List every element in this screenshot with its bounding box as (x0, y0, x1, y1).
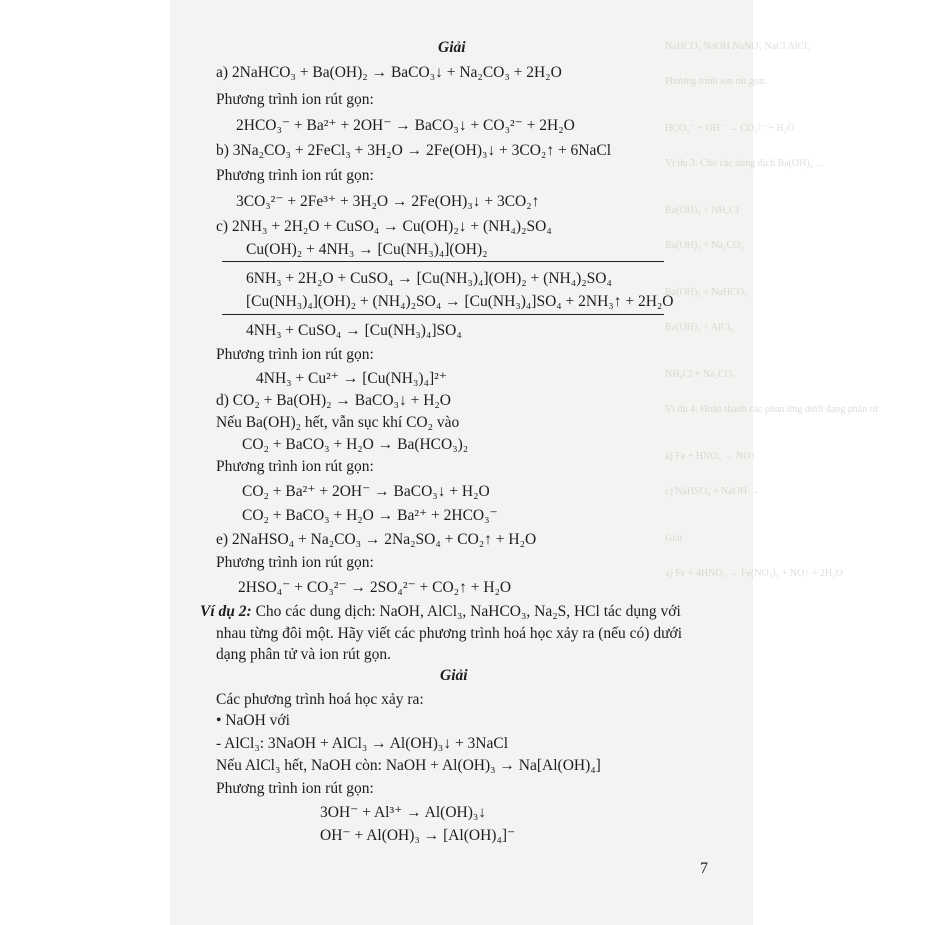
ghost-line: Ba(OH)₂ + Na₂CO₃ (665, 240, 744, 251)
ghost-line: Ví dụ 3: Cho các dung dịch Ba(OH)₂ ... (665, 158, 824, 169)
text-line: CO₂ + BaCO₃ + H₂O → Ba²⁺ + 2HCO₃⁻ (242, 507, 498, 524)
sum-rule-1 (222, 261, 664, 262)
ghost-line: Giải (665, 533, 683, 544)
example-2-text-line: - AlCl₃: 3NaOH + AlCl₃ → Al(OH)₃↓ + 3NaCl (216, 735, 509, 752)
page-number: 7 (700, 860, 708, 877)
ghost-line: NH₄Cl + Na₂CO₃ (665, 369, 736, 380)
text-line: Phương trình ion rút gọn: (216, 167, 374, 184)
ghost-line: Phương trình ion rút gọn: (665, 76, 767, 87)
example-2-text-line: Phương trình ion rút gọn: (216, 780, 374, 797)
book-page (170, 0, 878, 925)
example-2-text-line: OH⁻ + Al(OH)₃ → [Al(OH)₄]⁻ (320, 827, 516, 844)
text-line: c) 2NH₃ + 2H₂O + CuSO₄ → Cu(OH)₂↓ + (NH₄)₂SO₄ (216, 218, 552, 235)
text-line: 6NH₃ + 2H₂O + CuSO₄ → [Cu(NH₃)₄](OH)₂ + (NH₄)₂SO₄ (246, 270, 612, 287)
text-line: a) 2NaHCO₃ + Ba(OH)₂ → BaCO₃↓ + Na₂CO₃ + 2H₂O (216, 64, 562, 81)
example-2-line-1 (200, 602, 681, 622)
text-line: 4NH₃ + Cu²⁺ → [Cu(NH₃)₄]²⁺ (256, 370, 447, 387)
ghost-line: a) Fe + HNO₃ → NO↑ (665, 451, 756, 462)
text-line: 2HCO₃⁻ + Ba²⁺ + 2OH⁻ → BaCO₃↓ + CO₃²⁻ + 2H₂O (236, 117, 575, 134)
text-line: Nếu Ba(OH)₂ hết, vẫn sục khí CO₂ vào (216, 414, 460, 431)
text-line: 2HSO₄⁻ + CO₃²⁻ → 2SO₄²⁻ + CO₂↑ + H₂O (238, 579, 512, 596)
example-2-line-2: nhau từng đôi một. Hãy viết các phương trình hoá học xảy ra (nếu có) dưới (216, 625, 682, 642)
text-line: Cu(OH)₂ + 4NH₃ → [Cu(NH₃)₄](OH)₂ (246, 241, 488, 258)
example-2-line-3: dạng phân tử và ion rút gọn. (216, 646, 391, 663)
text-line: Phương trình ion rút gọn: (216, 91, 374, 108)
example-2-label: Ví dụ 2: (200, 603, 252, 620)
example-2-text-line: 3OH⁻ + Al³⁺ → Al(OH)₃↓ (320, 804, 487, 821)
text-line: Phương trình ion rút gọn: (216, 554, 374, 571)
text-line: [Cu(NH₃)₄](OH)₂ + (NH₄)₂SO₄ → [Cu(NH₃)₄]SO₄ + 2NH₃↑ + 2H₂O (246, 293, 674, 310)
ghost-line: Ba(OH)₂ + AlCl₃ (665, 322, 734, 333)
text-line: CO₂ + BaCO₃ + H₂O → Ba(HCO₃)₂ (242, 436, 469, 453)
text-line: 4NH₃ + CuSO₄ → [Cu(NH₃)₄]SO₄ (246, 322, 462, 339)
ghost-line: Ba(OH)₂ + NH₄Cl (665, 205, 739, 216)
example-2-text-line: Các phương trình hoá học xảy ra: (216, 691, 424, 708)
text-line: 3CO₃²⁻ + 2Fe³⁺ + 3H₂O → 2Fe(OH)₃↓ + 3CO₂↑ (236, 193, 540, 210)
ghost-line: HCO₃⁻ + OH⁻ → CO₃²⁻ + H₂O (665, 123, 795, 134)
example-2-text-line: • NaOH với (216, 712, 290, 729)
text-line: e) 2NaHSO₄ + Na₂CO₃ → 2Na₂SO₄ + CO₂↑ + H₂O (216, 531, 537, 548)
ghost-line: c) NaHSO₄ + NaOH → (665, 486, 760, 497)
example-2-text-line: Giải (440, 667, 468, 684)
text-line: b) 3Na₂CO₃ + 2FeCl₃ + 3H₂O → 2Fe(OH)₃↓ + 3CO₂↑ + 6NaCl (216, 142, 612, 159)
sum-rule-2 (222, 314, 664, 315)
example-2-text-line: Nếu AlCl₃ hết, NaOH còn: NaOH + Al(OH)₃ → Na[Al(OH)₄] (216, 757, 601, 774)
text-line: CO₂ + Ba²⁺ + 2OH⁻ → BaCO₃↓ + H₂O (242, 483, 490, 500)
ghost-line: NaHCO₃ NaOH NaNO₃ NaCl AlCl₃ (665, 41, 811, 52)
text-line: Giải (438, 39, 466, 56)
text-line: Phương trình ion rút gọn: (216, 458, 374, 475)
text-line: Phương trình ion rút gọn: (216, 346, 374, 363)
example-2-text-1: Cho các dung dịch: NaOH, AlCl₃, NaHCO₃, Na₂S, HCl tác dụng với (255, 603, 681, 620)
ghost-line: Ví dụ 4: Hoàn thành các phản ứng dưới dạng phân tử (665, 404, 878, 415)
text-line: d) CO₂ + Ba(OH)₂ → BaCO₃↓ + H₂O (216, 392, 451, 409)
ghost-line: Ba(OH)₂ + NaHCO₃ (665, 287, 748, 298)
bleed-through-text (665, 40, 878, 614)
ghost-line: a) Fe + 4HNO₃ → Fe(NO₃)₃ + NO↑ + 2H₂O (665, 568, 843, 579)
